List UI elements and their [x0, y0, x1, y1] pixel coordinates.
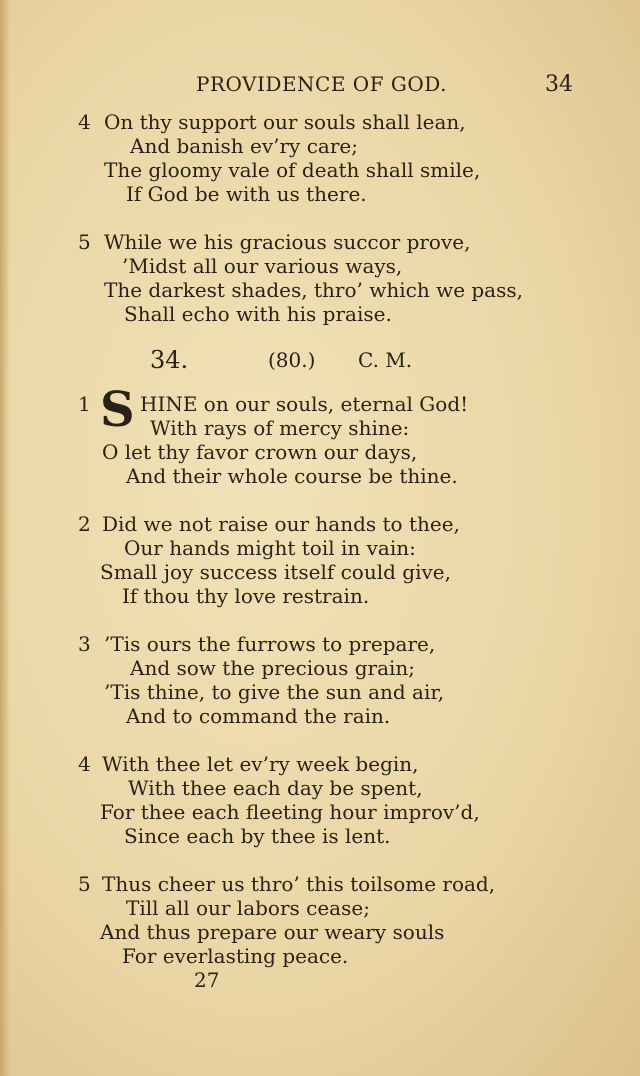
hymn-line: And their whole course be thine.: [126, 464, 458, 488]
hymn-line: ’Tis thine, to give the sun and air,: [104, 680, 445, 704]
hymn-line: On thy support our souls shall lean,: [104, 110, 466, 134]
hymn-line: And sow the precious grain;: [130, 656, 416, 680]
signature-mark: 27: [194, 968, 220, 992]
stanza-number: 3: [78, 632, 91, 656]
hymn-line: If God be with us there.: [126, 182, 367, 206]
hymn-line: And to command the rain.: [126, 704, 391, 728]
hymn-line: With rays of mercy shine:: [150, 416, 410, 440]
hymn-line: Did we not raise our hands to thee,: [102, 512, 460, 536]
hymn-line: If thou thy love restrain.: [122, 584, 370, 608]
stanza-number: 4: [78, 752, 91, 776]
hymn-line: O let thy favor crown our days,: [102, 440, 418, 464]
page-number: 34: [545, 72, 573, 97]
stanza-number: 5: [78, 872, 91, 896]
hymn-line: ’Midst all our various ways,: [122, 254, 403, 278]
hymn-line: While we his gracious succor prove,: [104, 230, 471, 254]
meter: C. M.: [358, 348, 413, 372]
hymn-line: Since each by thee is lent.: [124, 824, 391, 848]
stanza-number: 1: [78, 392, 91, 416]
hymn-line: For thee each fleeting hour improv’d,: [100, 800, 480, 824]
hymn-line: With thee let ev’ry week begin,: [102, 752, 419, 776]
tune-number: (80.): [268, 348, 316, 372]
hymn-line: Till all our labors cease;: [126, 896, 370, 920]
hymn-line: Our hands might toil in vain:: [124, 536, 416, 560]
hymn-line: Small joy success itself could give,: [100, 560, 451, 584]
hymn-line: The gloomy vale of death shall smile,: [104, 158, 481, 182]
hymn-line: HINE on our souls, eternal God!: [140, 392, 469, 416]
hymn-line: For everlasting peace.: [122, 944, 349, 968]
stanza-number: 4: [78, 110, 91, 134]
stanza-number: 5: [78, 230, 91, 254]
hymn-line: With thee each day be spent,: [128, 776, 423, 800]
hymn-line: ’Tis ours the furrows to prepare,: [104, 632, 436, 656]
hymn-line: And banish ev’ry care;: [130, 134, 358, 158]
hymn-number: 34.: [150, 346, 189, 374]
page-edge-shadow: [0, 0, 10, 1076]
hymn-line: And thus prepare our weary souls: [100, 920, 445, 944]
hymn-line: Shall echo with his praise.: [124, 302, 392, 326]
running-title: PROVIDENCE OF GOD.: [196, 72, 447, 96]
hymn-line: The darkest shades, thro’ which we pass,: [104, 278, 523, 302]
stanza-number: 2: [78, 512, 91, 536]
hymn-line: Thus cheer us thro’ this toilsome road,: [102, 872, 496, 896]
drop-cap: S: [100, 382, 135, 438]
